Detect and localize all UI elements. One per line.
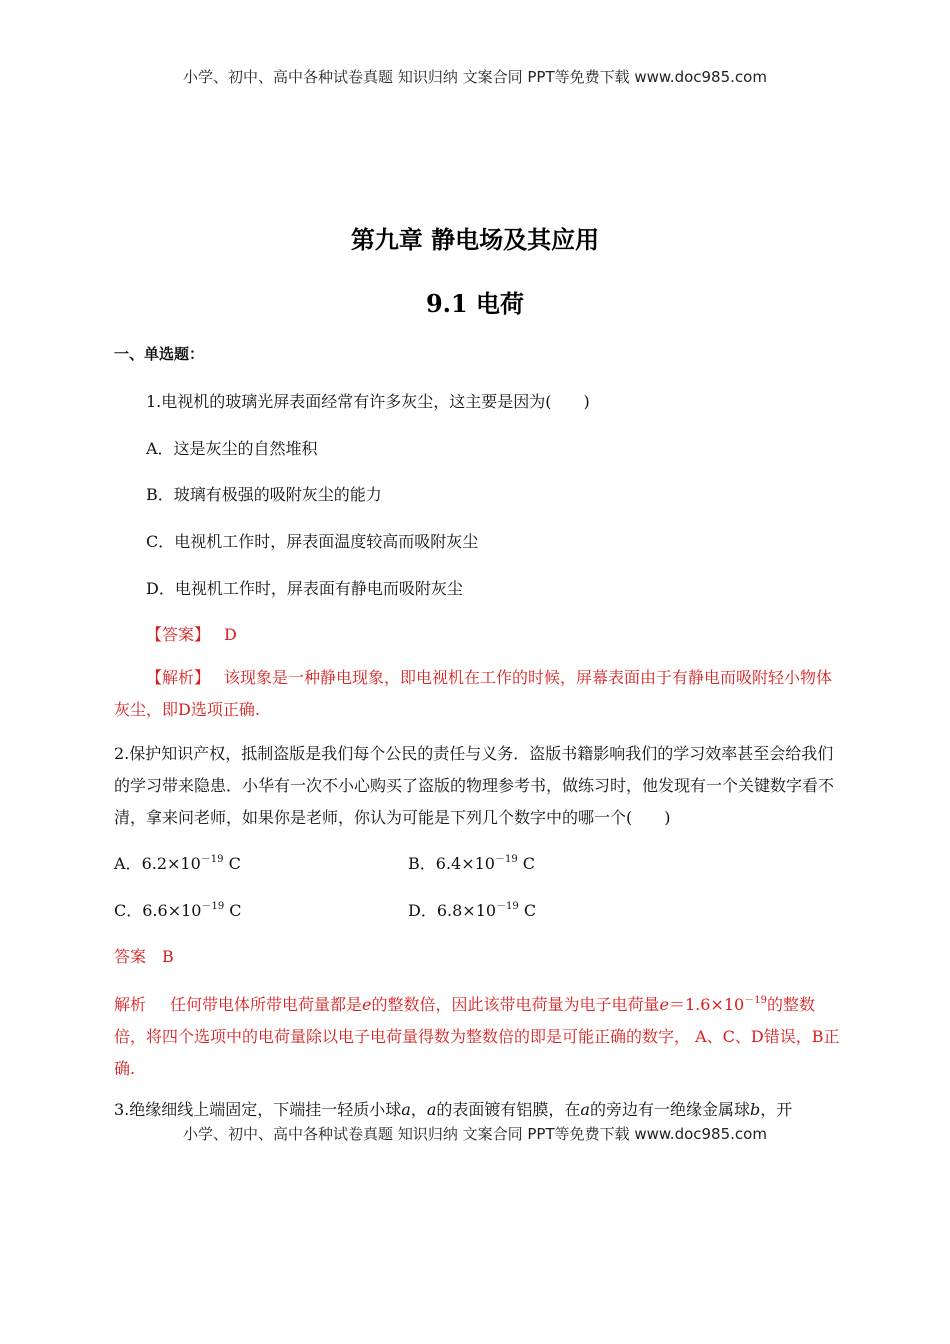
q2-answer-value: B <box>162 947 174 966</box>
page-footer: 小学、初中、高中各种试卷真题 知识归纳 文案合同 PPT等免费下载 www.doc985.com <box>183 1125 767 1143</box>
q2-option-c-exp: －19 <box>201 901 225 912</box>
q2-option-c-unit: C <box>224 901 242 920</box>
q3-part2: ， <box>410 1100 427 1119</box>
q2-analysis-e1: e <box>362 995 372 1014</box>
q3-var-a3: a <box>580 1100 590 1119</box>
q2-option-c <box>114 897 242 921</box>
q2-stem: 2.保护知识产权，抵制盗版是我们每个公民的责任与义务．盗版书籍影响我们的学习效率甚至会给我们的学习带来隐患．小华有一次不小心购买了盗版的物理参考书，做练习时，他发现有一个关键数字看不清，拿来问老师，如果你是老师，你认为可能是下列几个数字中的哪一个( ) <box>114 744 835 827</box>
q2-option-c-label: C． <box>114 901 143 920</box>
q1-stem: 1.电视机的玻璃光屏表面经常有许多灰尘，这主要是因为( ) <box>146 392 590 411</box>
q2-option-a-unit: C <box>223 854 241 873</box>
q2-analysis <box>114 985 846 1085</box>
q2-option-a-exp: －19 <box>200 854 224 865</box>
q2-option-b-value: 6.4×10 <box>435 854 495 873</box>
q2-option-b-unit: C <box>517 854 536 873</box>
section-title: 9.1 电荷 <box>425 289 525 318</box>
q2-option-d-exp: －19 <box>496 901 519 912</box>
q1-option-b: B．玻璃有极强的吸附灰尘的能力 <box>146 485 382 504</box>
q2-answer-label: 答案 <box>114 947 147 966</box>
q3-part3: 的表面镀有铝膜，在 <box>436 1100 581 1119</box>
q2-option-d-unit: C <box>518 901 537 920</box>
q3-part1: 3.绝缘细线上端固定，下端挂一轻质小球 <box>114 1100 402 1119</box>
q2-analysis-e2: e <box>659 995 669 1014</box>
q1-option-d: D．电视机工作时，屏表面有静电而吸附灰尘 <box>146 579 463 598</box>
q1-option-c: C．电视机工作时，屏表面温度较高而吸附灰尘 <box>146 532 479 551</box>
q2-option-b-exp: －19 <box>494 854 518 865</box>
q1-analysis <box>114 662 842 726</box>
q3-stem <box>114 1097 792 1120</box>
q1-answer-label: 【答案】 <box>146 625 211 644</box>
q3-var-b1: b <box>749 1100 761 1119</box>
q2-option-d-label: D． <box>408 901 437 920</box>
q2-option-c-value: 6.6×10 <box>142 901 202 920</box>
page-header: 小学、初中、高中各种试卷真题 知识归纳 文案合同 PPT等免费下载 www.doc985.com <box>183 68 767 86</box>
q1-answer <box>146 622 237 645</box>
q1-analysis-label: 【解析】 <box>146 668 211 687</box>
q2-analysis-part1: 任何带电体所带电荷量都是 <box>170 995 363 1014</box>
q2-option-b <box>408 850 535 874</box>
q2-analysis-part4: 的整数倍，将四个选项中的电荷量除以电子电荷量得数为整数倍的即是可能正确的数字， A、C、D错误，B正确. <box>114 995 840 1078</box>
q2-option-a-label: A． <box>114 854 142 873</box>
q2-analysis-part3: ＝1.6×10 <box>668 995 745 1014</box>
q2-option-a <box>114 850 241 874</box>
q2-option-d <box>408 897 536 921</box>
q1-option-a: A．这是灰尘的自然堆积 <box>146 439 318 458</box>
q2-option-d-value: 6.8×10 <box>436 901 497 920</box>
q2-answer <box>114 944 174 967</box>
q1-answer-value: D <box>224 625 237 644</box>
q3-var-a2: a <box>426 1100 437 1119</box>
section-label: 一、单选题： <box>114 345 205 363</box>
q2-option-b-label: B． <box>408 854 436 873</box>
q2-analysis-part2: 的整数倍，因此该带电荷量为电子电荷量 <box>371 995 660 1014</box>
q3-part5: ，开 <box>760 1100 793 1119</box>
q2-option-a-value: 6.2×10 <box>141 854 201 873</box>
q1-analysis-text: 该现象是一种静电现象，即电视机在工作的时候，屏幕表面由于有静电而吸附轻小物体灰尘，即D选项正确. <box>114 668 833 719</box>
q2-analysis-exp: －19 <box>744 995 767 1006</box>
chapter-title: 第九章 静电场及其应用 <box>350 225 600 254</box>
q3-part4: 的旁边有一绝缘金属球 <box>589 1100 750 1119</box>
q3-var-a1: a <box>401 1100 411 1119</box>
q2-analysis-label: 解析 <box>114 995 147 1014</box>
